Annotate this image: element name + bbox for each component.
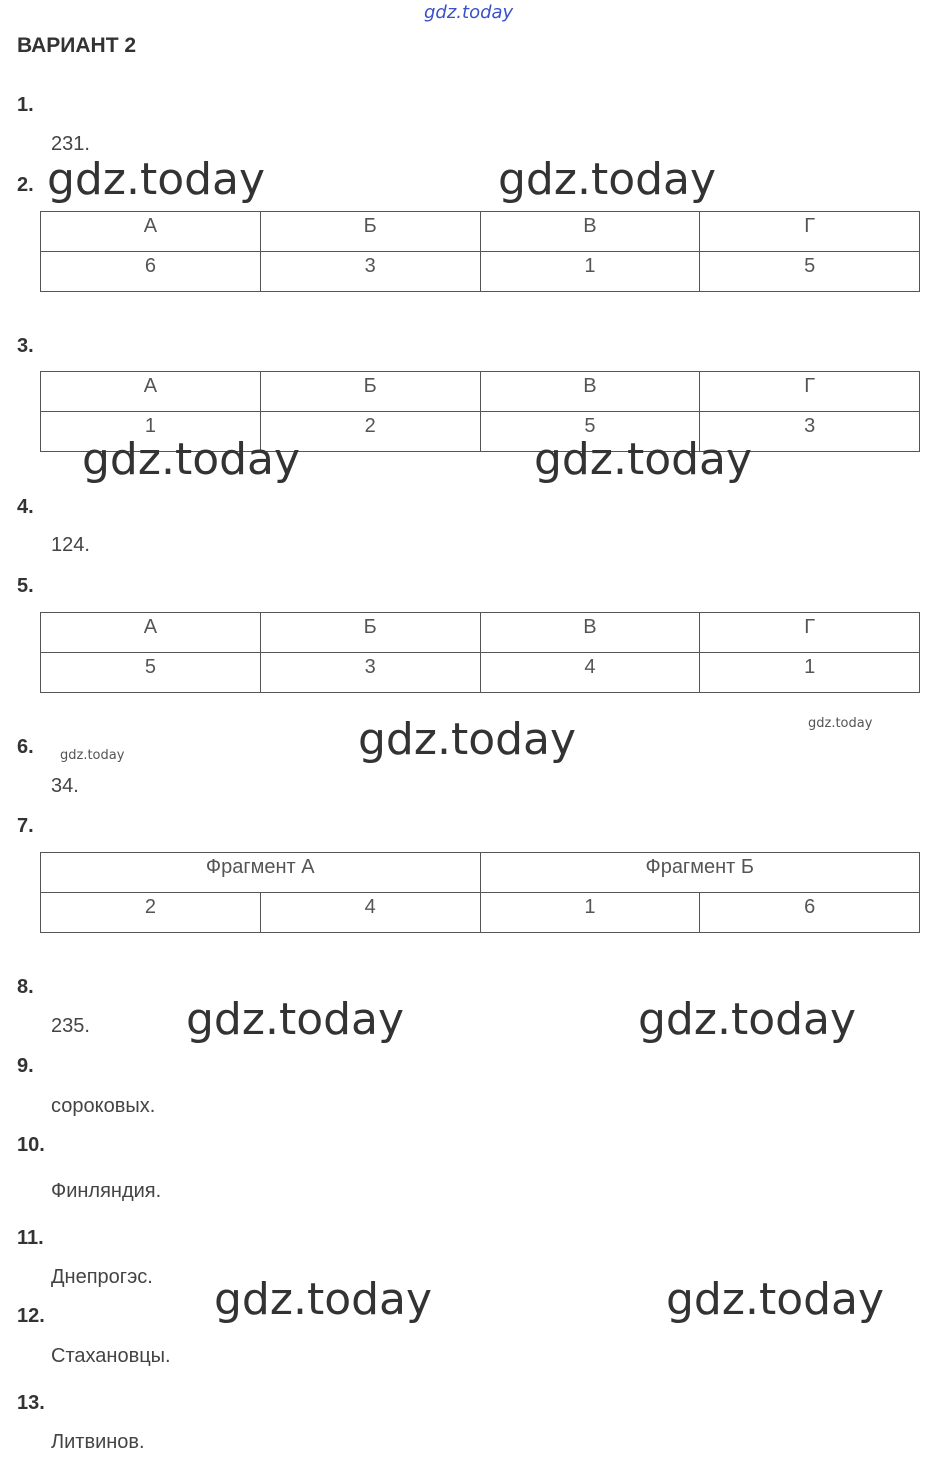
table-header-cell: Фрагмент Б xyxy=(480,853,920,893)
table-cell: 6 xyxy=(41,252,261,292)
variant-title: ВАРИАНТ 2 xyxy=(17,34,137,57)
table-cell: 5 xyxy=(480,412,700,452)
watermark: gdz.today xyxy=(638,994,857,1045)
watermark: gdz.today xyxy=(60,748,125,763)
table-cell: 4 xyxy=(260,893,480,933)
table-cell: 3 xyxy=(700,412,920,452)
answer-8: 235. xyxy=(51,1015,90,1037)
watermark: gdz.today xyxy=(186,994,405,1045)
table-header-cell: В xyxy=(480,372,700,412)
watermark: gdz.today xyxy=(358,714,577,765)
table-header-cell: В xyxy=(480,613,700,653)
answer-1: 231. xyxy=(51,133,90,155)
watermark: gdz.today xyxy=(808,716,873,731)
table-cell: 1 xyxy=(41,412,261,452)
answer-table-7 xyxy=(40,852,920,933)
watermark: gdz.today xyxy=(214,1274,433,1325)
question-number-6: 6. xyxy=(17,736,34,758)
table-header-cell: А xyxy=(41,613,261,653)
question-number-10: 10. xyxy=(17,1134,45,1156)
answer-9: сороковых. xyxy=(51,1095,156,1117)
answer-4: 124. xyxy=(51,534,90,556)
question-number-13: 13. xyxy=(17,1392,45,1414)
table-header-cell: А xyxy=(41,372,261,412)
watermark-top: gdz.today xyxy=(424,2,514,23)
answer-table-2 xyxy=(40,211,920,292)
table-header-cell: Б xyxy=(260,372,480,412)
question-number-12: 12. xyxy=(17,1305,45,1327)
table-cell: 4 xyxy=(480,653,700,693)
answer-11: Днепрогэс. xyxy=(51,1266,153,1288)
table-header-cell: Б xyxy=(260,212,480,252)
table-cell: 1 xyxy=(480,893,700,933)
question-number-5: 5. xyxy=(17,575,34,597)
question-number-7: 7. xyxy=(17,815,34,837)
question-number-3: 3. xyxy=(17,335,34,357)
answer-6: 34. xyxy=(51,775,79,797)
table-header-cell: Г xyxy=(700,372,920,412)
table-cell: 3 xyxy=(260,252,480,292)
question-number-11: 11. xyxy=(17,1227,44,1249)
watermark: gdz.today xyxy=(498,154,717,205)
table-header-cell: А xyxy=(41,212,261,252)
table-cell: 3 xyxy=(260,653,480,693)
table-cell: 5 xyxy=(41,653,261,693)
table-cell: 2 xyxy=(41,893,261,933)
table-header-cell: Б xyxy=(260,613,480,653)
table-header-cell: Г xyxy=(700,212,920,252)
watermark: gdz.today xyxy=(47,154,266,205)
table-cell: 1 xyxy=(700,653,920,693)
question-number-9: 9. xyxy=(17,1055,34,1077)
answer-table-5 xyxy=(40,612,920,693)
question-number-8: 8. xyxy=(17,976,34,998)
answer-13: Литвинов. xyxy=(51,1431,145,1453)
table-cell: 2 xyxy=(260,412,480,452)
table-header-cell: В xyxy=(480,212,700,252)
watermark: gdz.today xyxy=(666,1274,885,1325)
table-header-cell: Г xyxy=(700,613,920,653)
watermark: gdz.today xyxy=(534,434,753,485)
table-cell: 6 xyxy=(700,893,920,933)
table-cell: 1 xyxy=(480,252,700,292)
question-number-1: 1. xyxy=(17,94,34,116)
question-number-4: 4. xyxy=(17,496,34,518)
watermark: gdz.today xyxy=(82,434,301,485)
answer-12: Стахановцы. xyxy=(51,1345,171,1367)
table-cell: 5 xyxy=(700,252,920,292)
answer-10: Финляндия. xyxy=(51,1180,162,1202)
table-header-cell: Фрагмент А xyxy=(41,853,481,893)
question-number-2: 2. xyxy=(17,174,34,196)
